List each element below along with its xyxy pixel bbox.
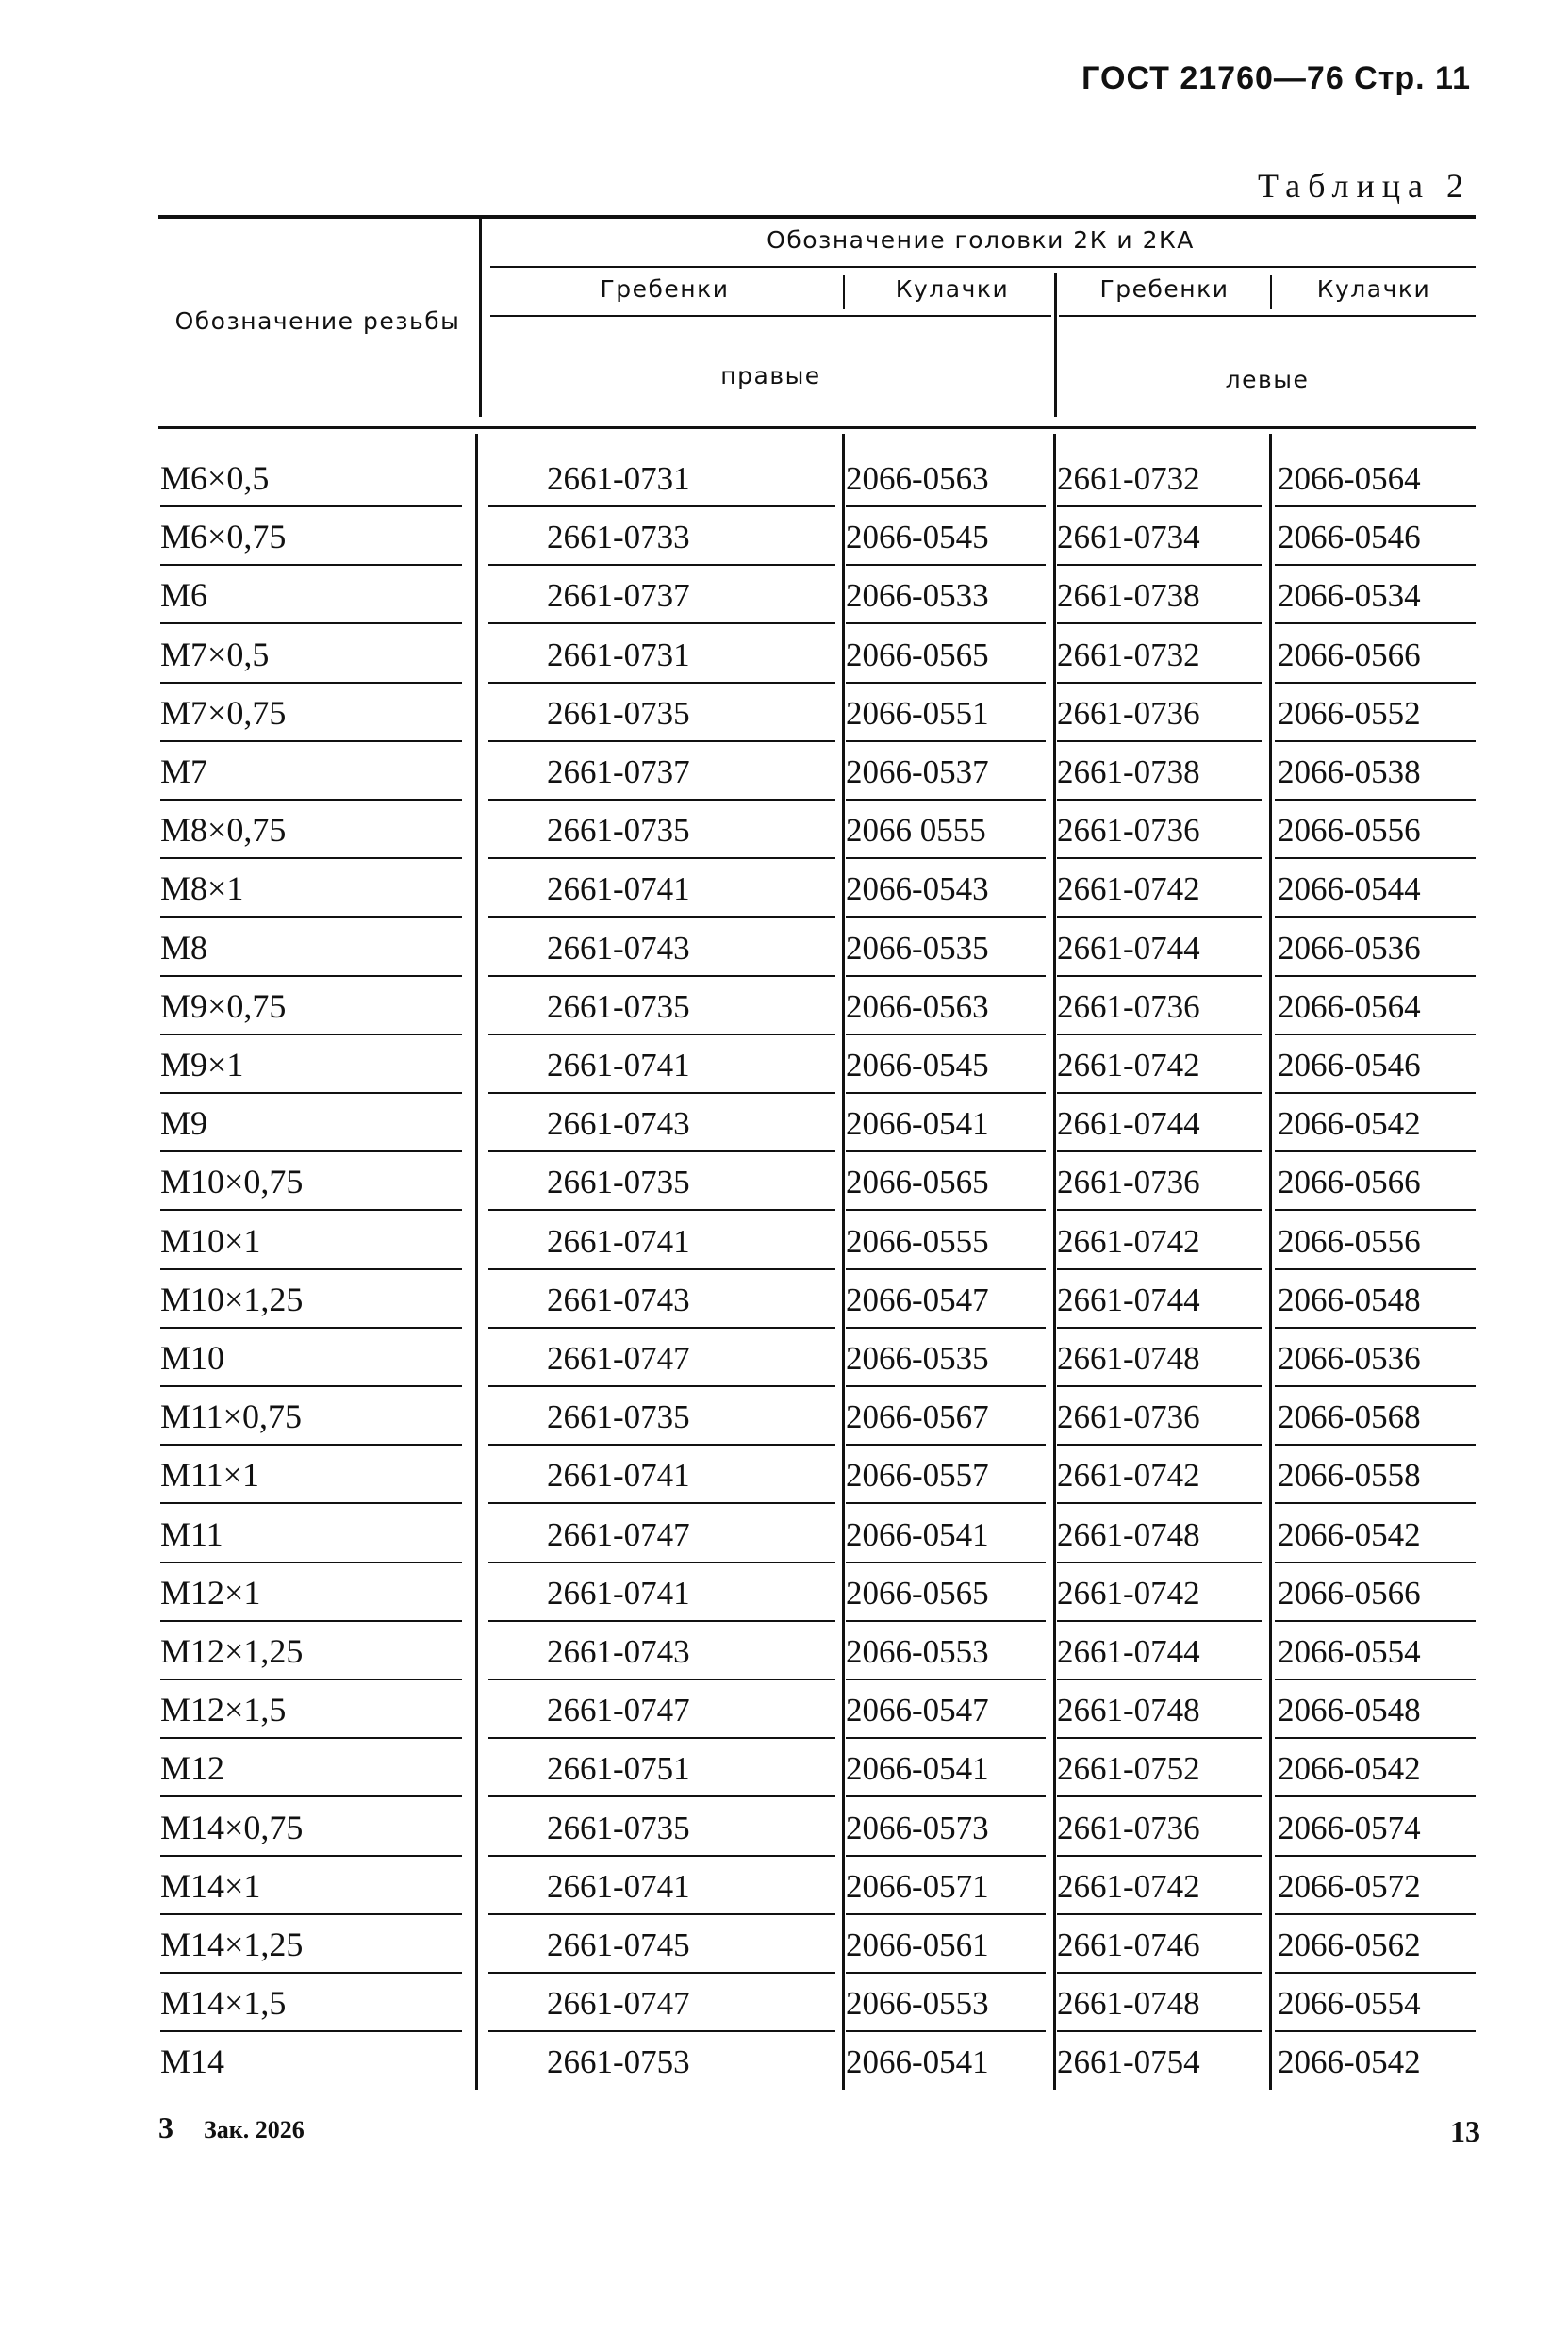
head-code-cell: 2066-0573 [846, 1809, 989, 1846]
row-rule [1057, 1327, 1262, 1329]
head-code-cell: 2066-0547 [846, 1281, 989, 1318]
head-code-cell: 2066-0566 [1278, 1164, 1421, 1201]
row-rule [488, 1913, 835, 1915]
row-rule [846, 1327, 1046, 1329]
thread-designation: M10×1 [160, 1221, 261, 1260]
row-rule [488, 1620, 835, 1622]
row-rule [160, 1092, 462, 1094]
row-rule [846, 1913, 1046, 1915]
head-code-cell: 2066-0566 [1278, 636, 1421, 673]
thread-column-header: Обозначение резьбы [174, 307, 461, 335]
thread-designation: M8×0,75 [160, 811, 287, 850]
head-code-cell: 2661-0735 [547, 1164, 690, 1201]
order-number: Зак. 2026 [204, 2116, 305, 2143]
head-code-cell: 2661-0747 [547, 1340, 690, 1377]
head-code-cell: 2661-0748 [1057, 1340, 1200, 1377]
head-code-cell: 2066-0544 [1278, 870, 1421, 908]
row-rule [1057, 1502, 1262, 1504]
row-rule [1275, 1034, 1476, 1035]
row-rule [488, 916, 835, 918]
head-code-cell: 2661-0736 [1057, 812, 1200, 850]
head-code-cell: 2066-0548 [1278, 1692, 1421, 1729]
head-code-cell: 2066-0537 [846, 753, 989, 790]
head-code-cell: 2661-0742 [1057, 1047, 1200, 1083]
head-code-cell: 2661-0747 [547, 1985, 690, 2023]
thread-designation: M11×0,75 [160, 1398, 302, 1436]
head-code-cell: 2066-0566 [1278, 1574, 1421, 1612]
head-code-cell: 2066-0567 [846, 1398, 989, 1436]
signature-mark: 3 [158, 2110, 173, 2144]
row-rule [160, 564, 462, 566]
head-code-cell: 2661-0735 [547, 1398, 690, 1436]
head-code-cell: 2066-0556 [1278, 1222, 1421, 1260]
row-rule [1275, 1855, 1476, 1857]
thread-designation: M6 [160, 576, 208, 615]
row-rule [846, 505, 1046, 507]
thread-designation: M9×0,75 [160, 986, 287, 1025]
row-rule [846, 1209, 1046, 1211]
head-code-cell: 2661-0741 [547, 1867, 690, 1905]
thread-designation: M8 [160, 928, 208, 967]
row-rule [488, 622, 835, 624]
head-code-cell: 2661-0753 [547, 2043, 690, 2081]
head-code-cell: 2661-0745 [547, 1927, 690, 1963]
row-rule [1275, 564, 1476, 566]
thread-designation: M12×1 [160, 1573, 261, 1612]
row-rule [1275, 1972, 1476, 1974]
row-rule [1057, 1795, 1262, 1797]
row-rule [160, 916, 462, 918]
head-code-cell: 2066-0553 [846, 1985, 989, 2023]
head-code-cell: 2066-0542 [1278, 2043, 1421, 2081]
head-code-cell: 2066-0548 [1278, 1281, 1421, 1318]
row-rule [160, 505, 462, 507]
head-code-cell: 2661-0747 [547, 1515, 690, 1553]
row-rule [488, 1795, 835, 1797]
head-code-cell: 2661-0741 [547, 1047, 690, 1083]
head-code-cell: 2066-0554 [1278, 1633, 1421, 1670]
head-code-cell: 2661-0735 [547, 987, 690, 1025]
row-rule [1275, 975, 1476, 977]
row-rule [1275, 916, 1476, 918]
row-rule [160, 857, 462, 859]
head-code-cell: 2066-0574 [1278, 1809, 1421, 1846]
head-code-cell: 2661-0742 [1057, 1574, 1200, 1612]
row-rule [846, 2030, 1046, 2032]
head-code-cell: 2661-0736 [1057, 987, 1200, 1025]
thread-designation: M14×1 [160, 1866, 261, 1905]
head-code-cell: 2661-0744 [1057, 1281, 1200, 1318]
row-rule [160, 1327, 462, 1329]
row-rule [1275, 1795, 1476, 1797]
head-code-cell: 2661-0735 [547, 1809, 690, 1846]
head-code-cell: 2066-0535 [846, 929, 989, 967]
thread-designation: M10×1,25 [160, 1280, 304, 1318]
head-code-cell: 2661-0734 [1057, 519, 1200, 556]
row-rule [1057, 975, 1262, 977]
row-rule [846, 1737, 1046, 1739]
row-rule [846, 1795, 1046, 1797]
head-code-cell: 2066-0564 [1278, 987, 1421, 1025]
row-rule [488, 1209, 835, 1211]
row-rule [488, 857, 835, 859]
thread-designation: M12 [160, 1749, 225, 1788]
table-caption: Таблица 2 [1258, 167, 1471, 205]
row-rule [1057, 799, 1262, 801]
row-rule [488, 1972, 835, 1974]
footer-left [158, 2110, 305, 2145]
row-rule [1275, 2030, 1476, 2032]
subheader-cams-left: Кулачки [1316, 275, 1431, 303]
head-code-cell: 2661-0743 [547, 929, 690, 967]
subheader-cams-right: Кулачки [895, 275, 1010, 303]
head-code-cell: 2066-0571 [846, 1867, 989, 1905]
head-code-cell: 2066-0546 [1278, 519, 1421, 556]
row-rule [1275, 1737, 1476, 1739]
row-rule [1275, 857, 1476, 859]
row-rule [488, 2030, 835, 2032]
head-code-cell: 2661-0736 [1057, 1164, 1200, 1201]
row-rule [846, 857, 1046, 859]
head-code-cell: 2661-0731 [547, 460, 690, 497]
thread-designation: M12×1,5 [160, 1691, 287, 1729]
head-code-cell: 2661-0731 [547, 636, 690, 673]
head-code-cell: 2066-0562 [1278, 1927, 1421, 1963]
subheader-combs-left: Гребенки [1099, 275, 1230, 303]
row-rule [488, 1092, 835, 1094]
thread-designation: M9×1 [160, 1046, 244, 1083]
row-rule [1275, 1092, 1476, 1094]
head-code-cell: 2066-0565 [846, 1164, 989, 1201]
thread-designation: M7 [160, 753, 208, 790]
thread-designation: M11 [160, 1514, 223, 1553]
row-rule [1275, 1385, 1476, 1387]
head-code-cell: 2066-0541 [846, 1750, 989, 1788]
row-rule [1057, 1385, 1262, 1387]
row-rule [160, 740, 462, 742]
head-code-cell: 2661-0744 [1057, 929, 1200, 967]
head-code-cell: 2066-0564 [1278, 460, 1421, 497]
head-code-cell: 2066-0563 [846, 460, 989, 497]
head-code-cell: 2066-0565 [846, 1574, 989, 1612]
side-label-right: правые [720, 362, 821, 389]
head-code-cell: 2066-0552 [1278, 694, 1421, 732]
row-rule [1275, 1562, 1476, 1563]
page-number: 13 [1450, 2114, 1480, 2148]
head-code-cell: 2661-0742 [1057, 870, 1200, 908]
head-code-cell: 2066-0555 [846, 1222, 989, 1260]
head-code-cell: 2661-0736 [1057, 694, 1200, 732]
head-code-cell: 2066-0551 [846, 694, 989, 732]
subheader-combs-right: Гребенки [600, 275, 730, 303]
row-rule [160, 1679, 462, 1680]
row-rule [1275, 1913, 1476, 1915]
head-code-cell: 2661-0742 [1057, 1867, 1200, 1905]
head-code-cell: 2066-0536 [1278, 1340, 1421, 1377]
row-rule [1057, 1855, 1262, 1857]
row-rule [846, 1562, 1046, 1563]
head-code-cell: 2066-0542 [1278, 1105, 1421, 1143]
head-code-cell: 2066-0546 [1278, 1047, 1421, 1083]
row-rule [160, 1855, 462, 1857]
row-rule [846, 1150, 1046, 1152]
row-rule [1275, 622, 1476, 624]
row-rule [488, 682, 835, 684]
head-code-cell: 2661-0737 [547, 577, 690, 615]
head-code-cell: 2066-0541 [846, 1515, 989, 1553]
row-rule [1275, 740, 1476, 742]
row-rule [1275, 799, 1476, 801]
group-header: Обозначение головки 2К и 2КА [767, 226, 1195, 254]
head-code-cell: 2661-0748 [1057, 1515, 1200, 1553]
row-rule [1057, 1972, 1262, 1974]
row-rule [160, 622, 462, 624]
row-rule [1057, 622, 1262, 624]
head-code-cell: 2661-0752 [1057, 1750, 1200, 1788]
row-rule [846, 1385, 1046, 1387]
row-rule [488, 799, 835, 801]
head-code-cell: 2066-0542 [1278, 1750, 1421, 1788]
row-rule [488, 1679, 835, 1680]
row-rule [846, 1972, 1046, 1974]
row-rule [1057, 1444, 1262, 1446]
row-rule [488, 505, 835, 507]
row-rule [1057, 857, 1262, 859]
head-code-cell: 2066-0547 [846, 1692, 989, 1729]
row-rule [846, 1620, 1046, 1622]
row-rule [488, 564, 835, 566]
row-rule [488, 1737, 835, 1739]
row-rule [1057, 1562, 1262, 1563]
row-rule [846, 1679, 1046, 1680]
head-code-cell: 2661-0735 [547, 694, 690, 732]
head-code-cell: 2066-0556 [1278, 812, 1421, 850]
head-code-cell: 2066 0555 [846, 812, 986, 850]
row-rule [1275, 1502, 1476, 1504]
thread-designation: M11×1 [160, 1456, 259, 1495]
row-rule [1057, 682, 1262, 684]
row-rule [1275, 1150, 1476, 1152]
head-code-cell: 2066-0541 [846, 2043, 989, 2081]
head-code-cell: 2066-0557 [846, 1457, 989, 1495]
row-rule [1275, 682, 1476, 684]
row-rule [846, 740, 1046, 742]
head-code-cell: 2066-0553 [846, 1633, 989, 1670]
row-rule [1057, 1913, 1262, 1915]
head-code-cell: 2066-0543 [846, 870, 989, 908]
row-rule [488, 975, 835, 977]
head-code-cell: 2066-0534 [1278, 577, 1421, 615]
head-code-cell: 2661-0738 [1057, 577, 1200, 615]
row-rule [160, 1034, 462, 1035]
head-code-cell: 2661-0748 [1057, 1985, 1200, 2023]
head-code-cell: 2661-0751 [547, 1750, 690, 1788]
head-code-cell: 2661-0736 [1057, 1398, 1200, 1436]
row-rule [160, 1150, 462, 1152]
head-code-cell: 2661-0754 [1057, 2043, 1200, 2081]
head-code-cell: 2066-0538 [1278, 753, 1421, 790]
row-rule [488, 1444, 835, 1446]
row-rule [160, 799, 462, 801]
thread-designation: M14 [160, 2043, 225, 2081]
row-rule [846, 1502, 1046, 1504]
thread-designation: M9 [160, 1104, 208, 1143]
head-code-cell: 2661-0742 [1057, 1222, 1200, 1260]
head-code-cell: 2066-0533 [846, 577, 989, 615]
row-rule [160, 1385, 462, 1387]
row-rule [1057, 1150, 1262, 1152]
row-rule [1275, 1620, 1476, 1622]
row-rule [160, 1795, 462, 1797]
head-code-cell: 2661-0741 [547, 1222, 690, 1260]
row-rule [1275, 1327, 1476, 1329]
head-code-cell: 2066-0545 [846, 519, 989, 556]
head-code-cell: 2661-0736 [1057, 1809, 1200, 1846]
row-rule [160, 1502, 462, 1504]
head-code-cell: 2066-0568 [1278, 1398, 1421, 1436]
row-rule [160, 1737, 462, 1739]
row-rule [160, 1913, 462, 1915]
head-code-cell: 2661-0732 [1057, 636, 1200, 673]
head-code-cell: 2066-0541 [846, 1105, 989, 1143]
row-rule [160, 1620, 462, 1622]
row-rule [160, 1268, 462, 1270]
head-code-cell: 2661-0741 [547, 1574, 690, 1612]
row-rule [846, 682, 1046, 684]
thread-designation: M14×0,75 [160, 1808, 304, 1846]
row-rule [488, 1385, 835, 1387]
row-rule [488, 1268, 835, 1270]
row-rule [1275, 1679, 1476, 1680]
head-code-cell: 2661-0746 [1057, 1927, 1200, 1963]
row-rule [1275, 1209, 1476, 1211]
row-rule [1057, 564, 1262, 566]
row-rule [846, 1855, 1046, 1857]
row-rule [846, 1034, 1046, 1035]
row-rule [1057, 740, 1262, 742]
row-rule [1057, 1209, 1262, 1211]
head-code-cell: 2661-0733 [547, 519, 690, 556]
row-rule [846, 975, 1046, 977]
row-rule [160, 2030, 462, 2032]
head-code-cell: 2066-0535 [846, 1340, 989, 1377]
thread-designation: M10×0,75 [160, 1163, 304, 1201]
row-rule [1057, 1737, 1262, 1739]
head-code-cell: 2661-0735 [547, 812, 690, 850]
row-rule [846, 916, 1046, 918]
row-rule [160, 1444, 462, 1446]
thread-designation: M6×0,5 [160, 459, 270, 497]
head-code-cell: 2661-0737 [547, 753, 690, 790]
thread-designation: M7×0,75 [160, 693, 287, 732]
row-rule [846, 1092, 1046, 1094]
head-code-cell: 2661-0741 [547, 870, 690, 908]
row-rule [1057, 505, 1262, 507]
row-rule [488, 1855, 835, 1857]
row-rule [1275, 505, 1476, 507]
row-rule [488, 1562, 835, 1563]
thread-designation: M14×1,25 [160, 1926, 304, 1963]
head-code-cell: 2661-0732 [1057, 460, 1200, 497]
side-label-left: левые [1225, 366, 1310, 393]
row-rule [846, 622, 1046, 624]
thread-designation: M7×0,5 [160, 635, 270, 673]
head-code-cell: 2661-0748 [1057, 1692, 1200, 1729]
head-code-cell: 2661-0741 [547, 1457, 690, 1495]
row-rule [160, 1562, 462, 1563]
thread-designation: M6×0,75 [160, 518, 287, 556]
thread-designation: M14×1,5 [160, 1984, 287, 2023]
row-rule [160, 1209, 462, 1211]
head-code-cell: 2066-0545 [846, 1047, 989, 1083]
row-rule [1057, 1034, 1262, 1035]
row-rule [1057, 1268, 1262, 1270]
head-code-cell: 2661-0744 [1057, 1633, 1200, 1670]
head-code-cell: 2066-0554 [1278, 1985, 1421, 2023]
thread-designation: M12×1,25 [160, 1632, 304, 1670]
head-code-cell: 2661-0744 [1057, 1105, 1200, 1143]
row-rule [488, 1034, 835, 1035]
row-rule [160, 682, 462, 684]
thread-designation: M8×1 [160, 869, 244, 908]
row-rule [1057, 916, 1262, 918]
head-code-cell: 2066-0536 [1278, 929, 1421, 967]
head-code-cell: 2066-0542 [1278, 1515, 1421, 1553]
row-rule [1057, 1620, 1262, 1622]
row-rule [488, 1150, 835, 1152]
thread-designation: M10 [160, 1339, 225, 1377]
head-code-cell: 2661-0738 [1057, 753, 1200, 790]
head-code-cell: 2661-0742 [1057, 1457, 1200, 1495]
row-rule [1057, 1092, 1262, 1094]
row-rule [488, 1327, 835, 1329]
head-code-cell: 2066-0572 [1278, 1867, 1421, 1905]
row-rule [846, 1268, 1046, 1270]
head-code-cell: 2066-0561 [846, 1927, 989, 1963]
row-rule [846, 1444, 1046, 1446]
head-code-cell: 2661-0743 [547, 1281, 690, 1318]
row-rule [1275, 1444, 1476, 1446]
head-code-cell: 2661-0743 [547, 1633, 690, 1670]
row-rule [160, 975, 462, 977]
head-code-cell: 2661-0743 [547, 1105, 690, 1143]
head-code-cell: 2661-0747 [547, 1692, 690, 1729]
head-code-cell: 2066-0558 [1278, 1457, 1421, 1495]
head-code-cell: 2066-0565 [846, 636, 989, 673]
head-code-cell: 2066-0563 [846, 987, 989, 1025]
row-rule [1057, 1679, 1262, 1680]
row-rule [1275, 1268, 1476, 1270]
page-header: ГОСТ 21760—76 Стр. 11 [1081, 60, 1471, 96]
row-rule [488, 1502, 835, 1504]
row-rule [1057, 2030, 1262, 2032]
row-rule [488, 740, 835, 742]
row-rule [160, 1972, 462, 1974]
row-rule [846, 799, 1046, 801]
row-rule [846, 564, 1046, 566]
